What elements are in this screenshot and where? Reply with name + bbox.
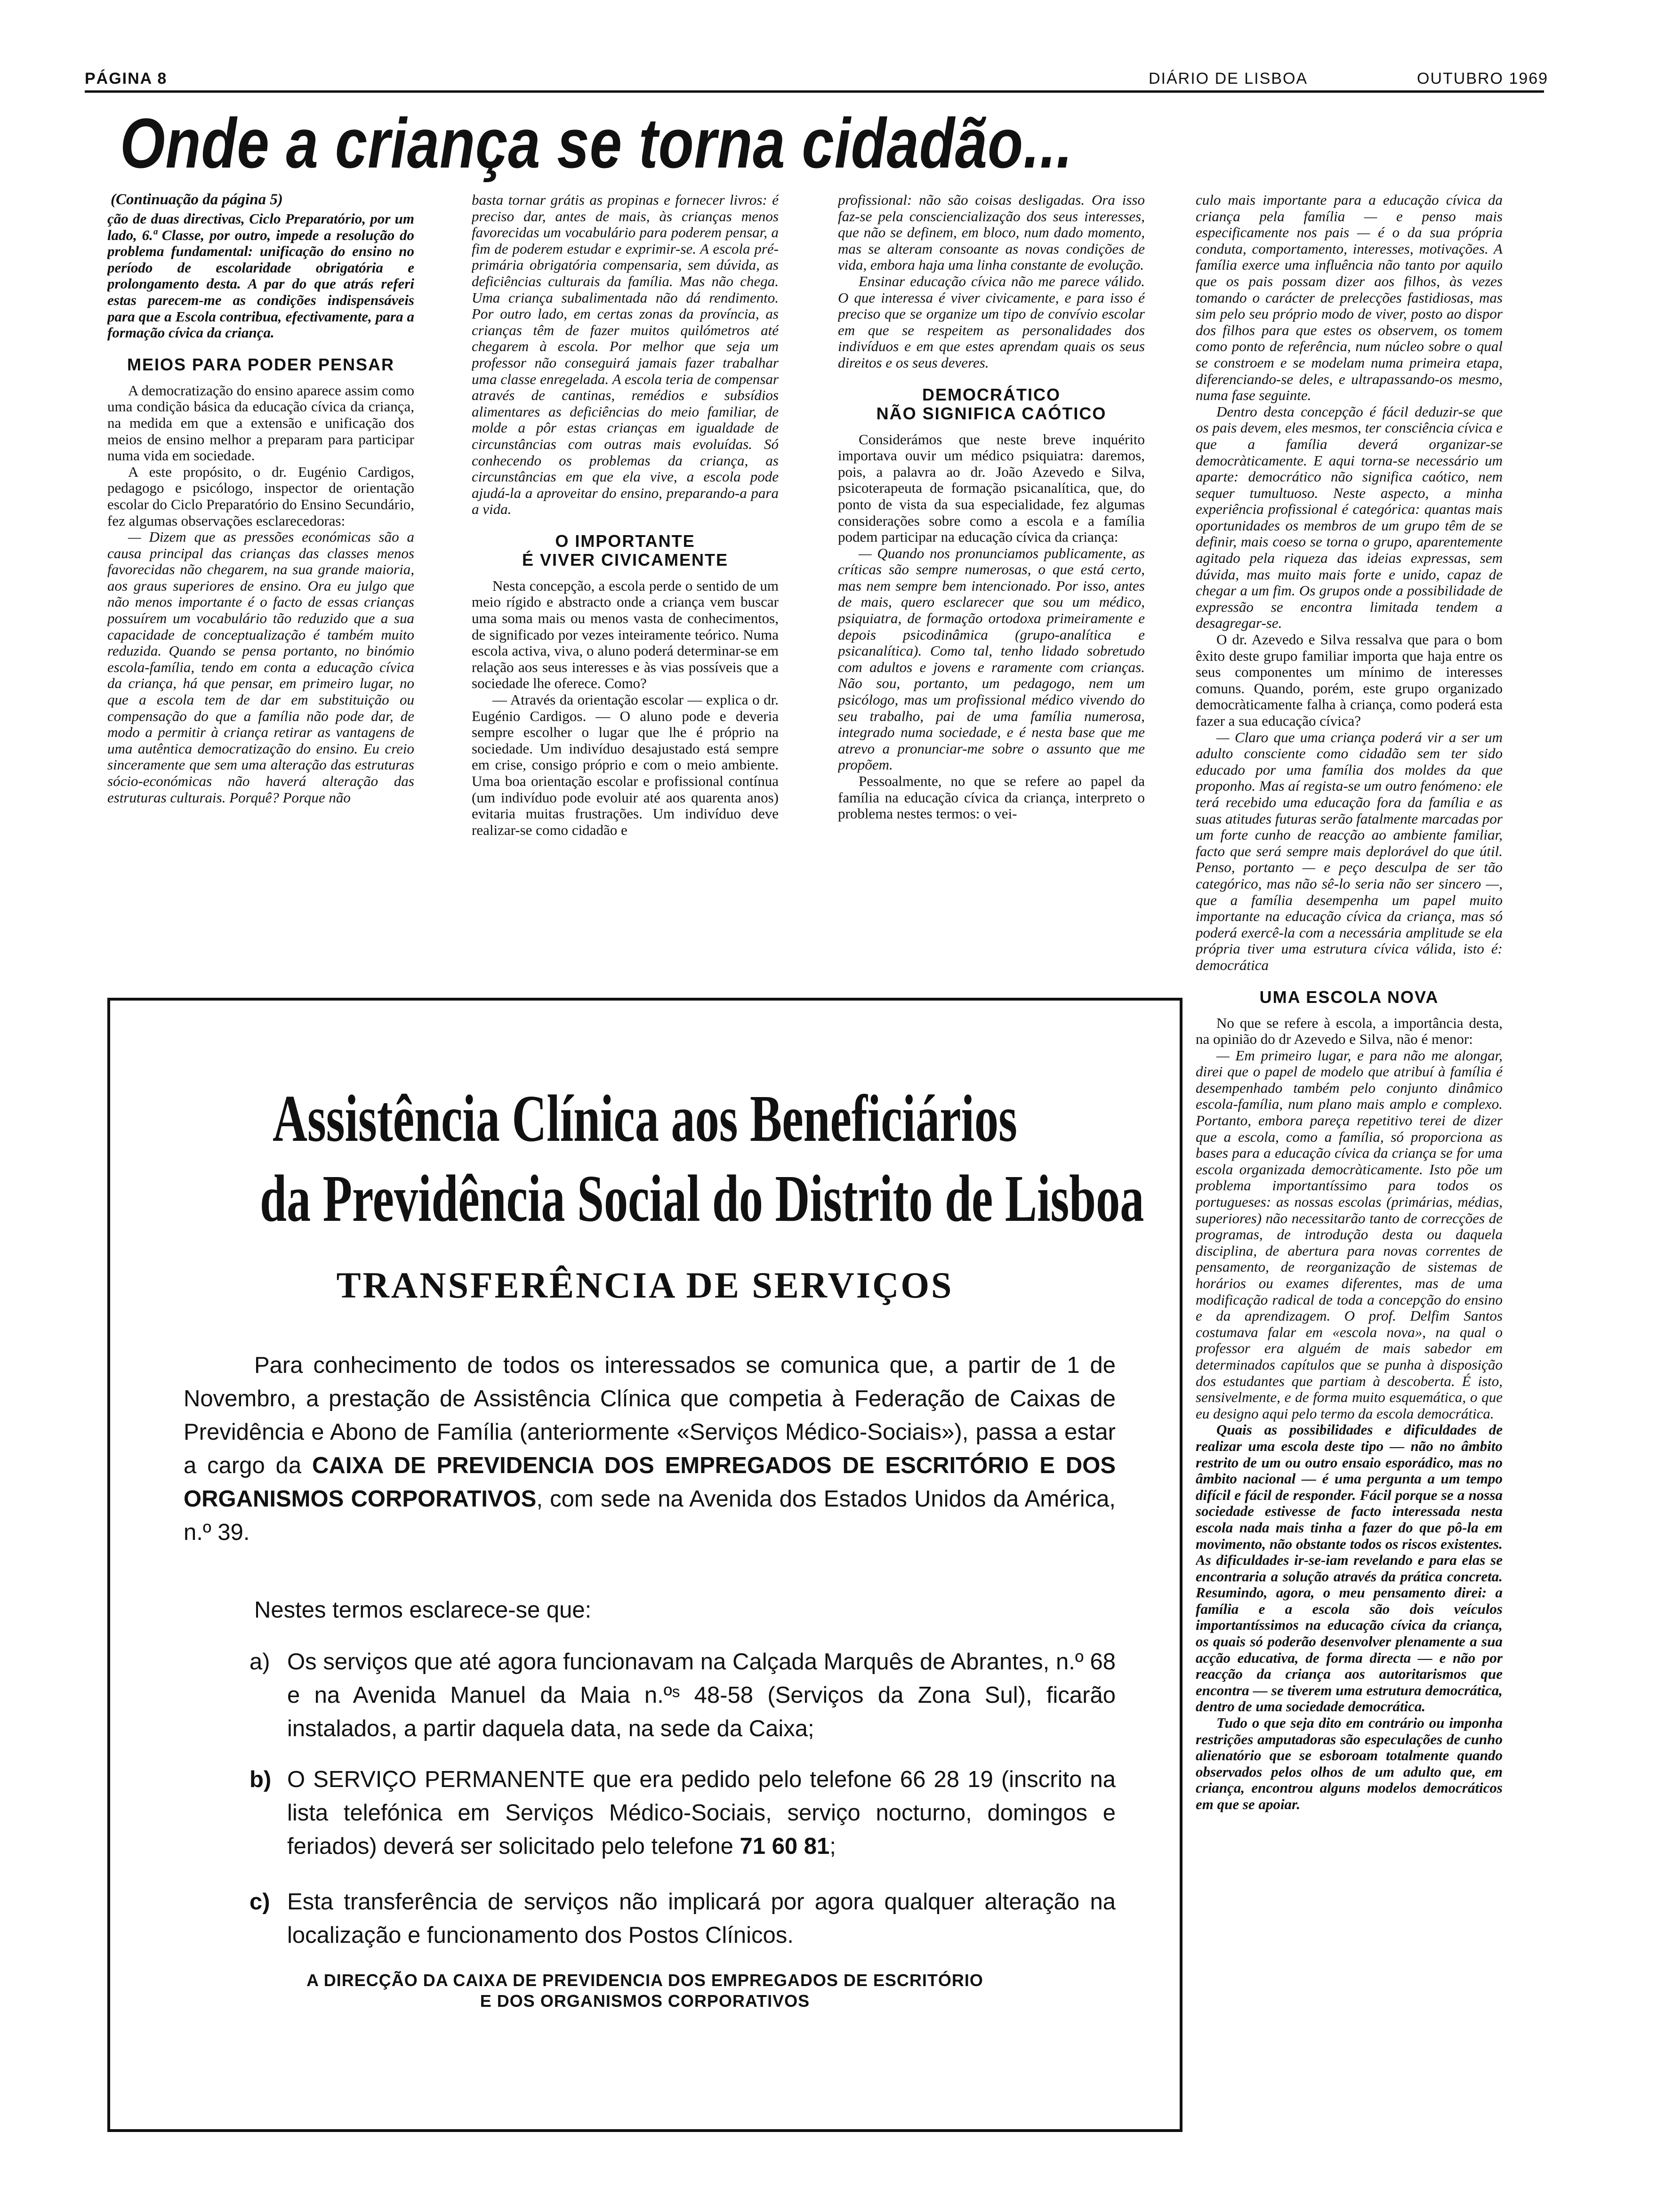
ad-intro: [184, 1349, 1116, 1549]
article-paragraph: — Claro que uma criança poderá vir a ser um adulto consciente como cidadão sem ter sido educado por uma família dos moldes da que proponho. Mas aí regista-se um outro fenómeno: ele terá recebido uma educação fora da família e as suas atitudes futuras serão fatalmente marcadas por um forte cunho de reacção ao ambiente familiar, facto que será sempre mais deplorável do que útil. Penso, portanto — e peço desculpa de ser tão categórico, mas não sê-lo seria não ser sincero —, que a família desempenha um papel muito importante na educação cívica da criança, mas só poderá exercê-la com a necessária amplitude se ela própria tiver uma estrutura cívica válida, isto é: democrática: [1196, 729, 1503, 973]
article-paragraph: Ensinar educação cívica não me parece válido. O que interessa é viver civicamente, e para isso é preciso que se organize um tipo de convívio escolar em que se respeitem as personalidades dos indivíduos e em que estes aprendam quais os seus direitos e os seus deveres.: [838, 272, 1145, 371]
article-paragraph: Tudo o que seja dito em contrário ou imponha restrições amputadoras são especulações de cunho alienatório que se esboroam totalmente quando observados pelos olhos de um adulto que, em criança, encontrou alguns modelos democráticos em que se apoiar.: [1196, 1715, 1503, 1812]
ad-item-label: b): [249, 1767, 272, 1792]
ad-signature-line-2: E DOS ORGANISMOS CORPORATIVOS: [480, 1991, 810, 2011]
ad-signature-line-1: A DIRECÇÃO DA CAIXA DE PREVIDENCIA DOS EMPREGADOS DE ESCRITÓRIO: [306, 1971, 983, 1990]
article-paragraph: Considerámos que neste breve inquérito importava ouvir um médico psiquiatra: daremos, pois, a palavra ao dr. João Azevedo e Silva, psicoterapeuta de formação psicanalítica, que, do ponto de vista da sua especialidade, fez algumas considerações sobre como a escola e a família podem participar na educação cívica da criança:: [838, 431, 1145, 545]
article-column-4: [1196, 192, 1503, 2079]
page-number: PÁGINA 8: [85, 70, 168, 88]
section-subheading: O IMPORTANTE É VIVER CIVICAMENTE: [522, 531, 729, 569]
article-column-2: [472, 192, 779, 983]
article-paragraph: ção de duas directivas, Ciclo Preparatório, por um lado, 6.ª Classe, por outro, impede a resolução do problema fundamental: unificação do ensino no período de escolaridade obrigatória e prolongamento desta. A par do que atrás referi estas parecem-me as condições indispensáveis para que a Escola contribua, efectivamente, para a formação cívica da criança.: [107, 211, 414, 341]
article-paragraph: Pessoalmente, no que se refere ao papel da família na educação cívica da criança, interpreto o problema nestes termos: o vei-: [838, 773, 1145, 822]
article-paragraph: Nesta concepção, a escola perde o sentido de um meio rígido e abstracto onde a criança vem buscar uma soma mais ou menos vasta de conhecimentos, de significado por vezes inteiramente teórico. Numa escola activa, viva, o aluno poderá determinar-se em relação aos seus interesses e às vias possíveis que a sociedade lhe oferece. Como?: [472, 577, 779, 692]
ad-item-b: [249, 1763, 1116, 1863]
article-paragraph: culo mais importante para a educação cívica da criança pela família — e penso mais especificamente nos pais — é o da sua própria conduta, comportamento, interesses, motivações. A família exerce uma influência não tanto por aquilo que os pais possam dizer aos filhos, às vezes tomando o carácter de prelecções fastidiosas, mas sim pelo seu próprio modo de viver, posto ao dispor dos filhos para que estes os observem, os tomem como ponto de referência, num núcleo sobre o qual se constroem e se modelam numa primeira etapa, diferenciando-se deles, e ultrapassando-os mesmo, numa fase seguinte.: [1196, 192, 1503, 404]
ad-intro-text-1: Para conhecimento de todos os interessados se comunica que, a partir de 1 de Novembro, a prestação de Assistência Clínica que competia à Federação de Caixas de Previdência e Abono de Família (anteriormente «Serviços Médico-Sociais»), passa a estar a cargo da: [184, 1353, 1116, 1478]
ad-item-b-text-2: ;: [829, 1834, 836, 1859]
header-rule: [85, 90, 1544, 93]
ad-subtitle: TRANSFERÊNCIA DE SERVIÇOS: [336, 1265, 954, 1306]
headline: Onde a criança se torna cidadão...: [120, 104, 1073, 183]
article-paragraph: No que se refere à escola, a importância desta, na opinião do dr Azevedo e Silva, não é menor:: [1196, 1014, 1503, 1048]
article-column-1: [107, 211, 414, 983]
advertisement-box: [107, 998, 1182, 2132]
article-paragraph: — Através da orientação escolar — explica o dr. Eugénio Cardigos. — O aluno pode e deveria sempre escolher o lugar que lhe é próprio na sociedade. Um indivíduo desajustado está sempre em crise, consigo próprio e com o meio ambiente. Uma boa orientação escolar e profissional contínua (um indivíduo pode evoluir até aos quarenta anos) evitaria muitas frustrações. Um indivíduo deve realizar-se como cidadão e: [472, 691, 779, 838]
ad-item-b-text-1: O SERVIÇO PERMANENTE que era pedido pelo telefone 66 28 19 (inscrito na lista telefónica em Serviços Médico-Sociais, serviço nocturno, domingos e feriados) deverá ser solicitado pelo telefone: [287, 1767, 1116, 1859]
newspaper-name: DIÁRIO DE LISBOA: [1149, 70, 1308, 88]
ad-item-label: a): [249, 1649, 270, 1675]
ad-item-c: [249, 1885, 1116, 1952]
article-paragraph: profissional: não são coisas desligadas. Ora isso faz-se pela consciencialização dos seus interesses, que não se definem, em bloco, num dado momento, mas se alteram consoante as novas condições de vida, embora haja uma linha constante de evolução.: [838, 192, 1145, 273]
article-paragraph: — Em primeiro lugar, e para não me alongar, direi que o papel de modelo que atribuí à família é desempenhado também pelo conjunto dinâmico escola-família, num plano mais amplo e complexo. Portanto, embora pareça repetitivo terei de dizer que a escola, como a família, só proporciona as bases para a educação cívica da criança se for uma escola organizada democràticamente. Isto põe um problema importantíssimo para todos os portugueses: as nossas escolas (primárias, médias, superiores) não necessitarão tanto de correcções de programas, de introdução desta ou daquela disciplina, de abertura para novas correntes de pensamento, de reorganização de sistemas de horários ou exames diferentes, mas de uma modificação radical de toda a concepção do ensino e da aprendizagem. O prof. Delfim Santos costumava falar em «escola nova», na qual o professor era alguém de mais sabedor em determinados capítulos que se punha à disposição dos estudantes que partiam à descoberta. É isto, sensivelmente, e de forma muito esquemática, o que eu designo aqui pelo termo da escola democrática.: [1196, 1047, 1503, 1422]
section-subheading: UMA ESCOLA NOVA: [1259, 987, 1439, 1007]
ad-intro-text-2: , com sede na Avenida dos Estados Unidos da América, n.º 39.: [184, 1486, 1116, 1545]
article-column-3: [838, 192, 1145, 983]
article-paragraph: — Quando nos pronunciamos publicamente, as críticas são sempre numerosas, o que está certo, mas nem sempre bem intencionado. Por isso, antes de mais, quero esclarecer que sou um médico, psiquiatra, de formação ortodoxa primeiramente e depois psicodinâmica (grupo-analítica e psicanalítica). Como tal, tenho lidado sobretudo com adultos e jovens e raramente com crianças. Não sou, portanto, um pedagogo, nem um psicólogo, mas um profissional médico vivendo do seu trabalho, pai de uma família numerosa, integrado numa sociedade, e é nesta base que me atrevo a pronunciar-me sobre o assunto que me propõem.: [838, 545, 1145, 773]
ad-terms: Nestes termos esclarece-se que:: [254, 1597, 592, 1623]
ad-title-line-2: da Previdência Social do Distrito de Lisboa: [260, 1161, 1144, 1235]
ad-intro-bold: CAIXA DE PREVIDENCIA DOS EMPREGADOS DE ESCRITÓRIO E DOS ORGANISMOS CORPORATIVOS: [184, 1453, 1116, 1512]
ad-phone-number: 71 60 81: [740, 1834, 830, 1859]
ad-item-text: Os serviços que até agora funcionavam na Calçada Marquês de Abrantes, n.º 68 e na Avenida Manuel da Maia n.ºˢ 48-58 (Serviços da Zona Sul), ficarão instalados, a partir daquela data, na sede da Caixa;: [287, 1649, 1116, 1741]
article-paragraph: basta tornar grátis as propinas e fornecer livros: é preciso dar, antes de mais, às crianças menos favorecidas um vocabulário para poderem pensar, a fim de poderem estudar e exprimir-se. A escola pré-primária obrigatória compensaria, sem dúvida, as deficiências culturais da família. Mas não chega. Uma criança subalimentada não dá rendimento. Por outro lado, em certas zonas da província, as crianças têm de fazer muitos quilómetros até chegarem à escola. Por melhor que seja um professor não conseguirá jamais fazer trabalhar uma classe enregelada. A escola teria de compensar através de cantinas, remédios e subsídios alimentares as deficiências do meio familiar, de molde a pôr estas crianças em igualdade de circunstâncias com outras mais evoluídas. Só conhecendo os problemas da criança, as circunstâncias em que ela vive, a escola pode ajudá-la a aproveitar do ensino, preparando-a para a vida.: [472, 192, 779, 518]
ad-item-text: [287, 1763, 1116, 1863]
ad-title-line-1: Assistência Clínica aos Beneficiários: [273, 1081, 1017, 1155]
article-paragraph: O dr. Azevedo e Silva ressalva que para o bom êxito deste grupo familiar importa que haja entre os seus componentes um mínimo de interesses comuns. Quando, porém, este grupo organizado democràticamente falha à criança, como poderá esta fazer a sua educação cívica?: [1196, 631, 1503, 729]
issue-date: OUTUBRO 1969: [1417, 70, 1549, 88]
article-paragraph: — Dizem que as pressões económicas são a causa principal das crianças das classes menos favorecidas não chegarem, na sua grande maioria, aos graus superiores de ensino. Ora eu julgo que não menos importante é o facto de essas crianças possuírem um vocabulário tão reduzido que a sua capacidade de conceptualização é também muito reduzida. Quando se pensa portanto, no binómio escola-família, tendo em conta a educação cívica da criança, há que pensar, em primeiro lugar, no que a escola tem de dar em substituição ou compensação do que a família não pode dar, de modo a permitir à criança retirar as vantagens de uma autêntica democratização do ensino. Eu creio sinceramente que sem uma alteração das estruturas sócio-económicas não haverá alteração das estruturas culturais. Porquê? Porque não: [107, 529, 414, 806]
article-paragraph: Quais as possibilidades e dificuldades de realizar uma escola deste tipo — não no âmbito restrito de um ou outro ensaio esporádico, mas no âmbito nacional — é uma pergunta a um tempo difícil e fácil de responder. Fácil porque se a nossa sociedade estivesse de facto interessada nesta escola nada mais tinha a fazer do que pô-la em movimento, não obstante todos os riscos existentes. As dificuldades ir-se-iam revelando e para elas se encontraria a solução através da prática concreta. Resumindo, agora, o meu pensamento direi: a família e a escola são dois veículos importantíssimos na educação cívica da criança, os quais só poderão desenvolver plenamente a sua acção educativa, de forma directa — e não por reacção da criança aos autoritarismos que encontra — se tiverem uma estrutura democrática, dentro de uma sociedade democrática.: [1196, 1421, 1503, 1715]
article-paragraph: Dentro desta concepção é fácil deduzir-se que os pais devem, eles mesmos, ter consciência cívica e que a família deverá organizar-se democràticamente. E aqui torna-se necessário um aparte: democrático não significa caótico, nem sequer tumultuoso. Neste aspecto, a minha experiência profissional é categórica: quantas mais oportunidades os membros de um grupo têm de se definir, mais coeso se torna o grupo, aparentemente agitado pela riqueza das ideias expressas, sem dúvida, mas muito mais forte e unido, capaz de chegar a um fim. Os grupos onde a possibilidade de expressão se encontra limitada tendem a desagregar-se.: [1196, 403, 1503, 632]
ad-item-text: Esta transferência de serviços não implicará por agora qualquer alteração na localização e funcionamento dos Postos Clínicos.: [287, 1889, 1116, 1948]
continuation-note: (Continuação da página 5): [111, 191, 283, 208]
article-paragraph: A este propósito, o dr. Eugénio Cardigos, pedagogo e psicólogo, inspector de orientação escolar do Ciclo Preparatório do Ensino Secundário, fez algumas observações esclarecedoras:: [107, 463, 414, 529]
ad-item-label: c): [249, 1889, 270, 1915]
ad-item-a: [249, 1645, 1116, 1746]
section-subheading: MEIOS PARA PODER PENSAR: [127, 354, 395, 374]
article-paragraph: A democratização do ensino aparece assim como uma condição básica da educação cívica da criança, na medida em que a extensão e unificação dos meios de ensino melhor a preparam para participar numa vida em sociedade.: [107, 382, 414, 464]
section-subheading: DEMOCRÁTICO NÃO SIGNIFICA CAÓTICO: [876, 385, 1107, 423]
